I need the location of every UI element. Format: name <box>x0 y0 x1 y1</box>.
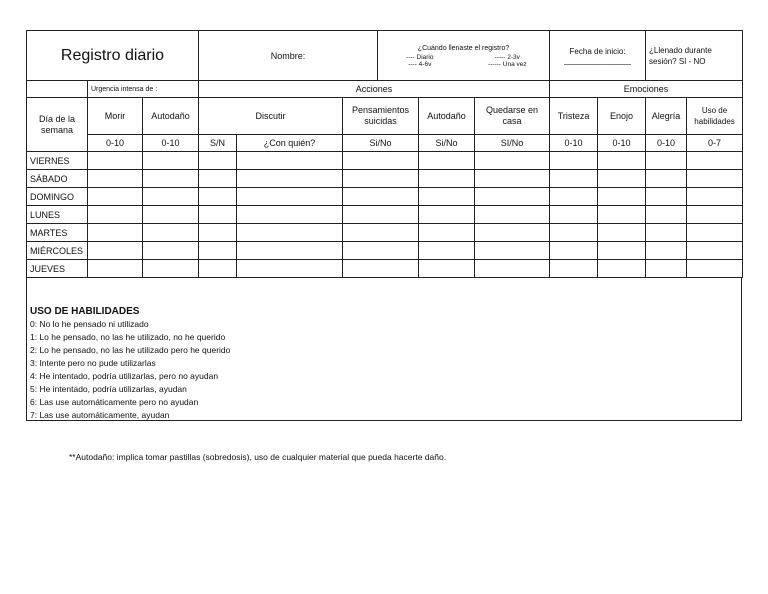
entry-cell[interactable] <box>237 170 343 188</box>
entry-cell[interactable] <box>343 242 419 260</box>
entry-cell[interactable] <box>419 260 475 278</box>
dia-header: Día de la semana <box>27 98 88 152</box>
entry-cell[interactable] <box>687 224 743 242</box>
morir-header: Morir <box>88 98 143 135</box>
entry-cell[interactable] <box>237 206 343 224</box>
skills-legend <box>26 278 742 421</box>
entry-cell[interactable] <box>88 224 143 242</box>
entry-cell[interactable] <box>550 206 598 224</box>
legend-item: 2: Lo he pensado, no las he utilizado pero he querido <box>30 345 231 355</box>
day-label: LUNES <box>27 206 88 224</box>
entry-cell[interactable] <box>598 152 646 170</box>
legend-title: USO DE HABILIDADES <box>30 306 140 317</box>
day-label: JUEVES <box>27 260 88 278</box>
entry-cell[interactable] <box>237 242 343 260</box>
entry-cell[interactable] <box>237 224 343 242</box>
entry-cell[interactable] <box>598 206 646 224</box>
uso-header: Uso de habilidades <box>687 98 743 135</box>
entry-cell[interactable] <box>550 188 598 206</box>
day-row <box>27 206 743 224</box>
entry-cell[interactable] <box>475 242 550 260</box>
entry-cell[interactable] <box>550 152 598 170</box>
entry-cell[interactable] <box>687 170 743 188</box>
autodano2-scale: Si/No <box>419 135 475 152</box>
entry-cell[interactable] <box>88 260 143 278</box>
entry-cell[interactable] <box>687 260 743 278</box>
fill-frequency-question: ¿Cuándo llenaste el registro? <box>417 44 510 52</box>
blank-cell <box>27 81 88 98</box>
entry-cell[interactable] <box>199 206 237 224</box>
entry-cell[interactable] <box>199 188 237 206</box>
day-row <box>27 260 743 278</box>
entry-cell[interactable] <box>550 170 598 188</box>
entry-cell[interactable] <box>143 224 199 242</box>
legend-item: 1: Lo he pensado, no las he utilizado, no he querido <box>30 332 226 342</box>
entry-cell[interactable] <box>598 242 646 260</box>
autodano-scale: 0-10 <box>143 135 199 152</box>
option-4-6v[interactable]: ---- 4-6v <box>408 60 432 68</box>
entry-cell[interactable] <box>143 260 199 278</box>
pensamientos-scale: Si/No <box>343 135 419 152</box>
legend-item: 7: Las use automáticamente, ayudan <box>30 410 170 420</box>
entry-cell[interactable] <box>88 242 143 260</box>
entry-cell[interactable] <box>550 242 598 260</box>
entry-cell[interactable] <box>343 206 419 224</box>
entry-cell[interactable] <box>598 188 646 206</box>
legend-item: 6: Las use automáticamente pero no ayudan <box>30 397 199 407</box>
entry-cell[interactable] <box>475 206 550 224</box>
entry-cell[interactable] <box>646 260 687 278</box>
entry-cell[interactable] <box>143 242 199 260</box>
legend-item: 5: He intentado, podría utilizarlas, ayudan <box>30 384 187 394</box>
entry-cell[interactable] <box>88 170 143 188</box>
option-diario[interactable]: ---- Diario <box>406 53 434 61</box>
entry-cell[interactable] <box>598 224 646 242</box>
entry-cell[interactable] <box>143 170 199 188</box>
entry-cell[interactable] <box>343 188 419 206</box>
pensamientos-header: Pensamientos suicidas <box>343 98 419 135</box>
entry-cell[interactable] <box>343 224 419 242</box>
entry-cell[interactable] <box>143 152 199 170</box>
day-label: MIÉRCOLES <box>27 242 88 260</box>
discutir-header: Discutir <box>199 98 343 135</box>
urgencia-header: Urgencia intensa de : <box>88 81 199 98</box>
entry-cell[interactable] <box>687 242 743 260</box>
legend-item: 0: No lo he pensado ni utilizado <box>30 319 149 329</box>
day-row <box>27 242 743 260</box>
enojo-header: Enojo <box>598 98 646 135</box>
entry-cell[interactable] <box>646 242 687 260</box>
morir-scale: 0-10 <box>88 135 143 152</box>
tristeza-header: Tristeza <box>550 98 598 135</box>
alegria-header: Alegría <box>646 98 687 135</box>
option-2-3v[interactable]: ----- 2-3v <box>494 53 520 61</box>
entry-cell[interactable] <box>143 206 199 224</box>
autodano2-header: Autodaño <box>419 98 475 135</box>
entry-cell[interactable] <box>687 206 743 224</box>
entry-cell[interactable] <box>687 188 743 206</box>
day-row <box>27 188 743 206</box>
enojo-scale: 0-10 <box>598 135 646 152</box>
entry-cell[interactable] <box>646 188 687 206</box>
start-date-field[interactable] <box>550 31 646 81</box>
entry-cell[interactable] <box>143 188 199 206</box>
entry-cell[interactable] <box>343 260 419 278</box>
quedarse-header: Quedarse en casa <box>475 98 550 135</box>
entry-cell[interactable] <box>199 152 237 170</box>
acciones-header: Acciones <box>199 81 550 98</box>
daily-record-sheet <box>26 30 742 421</box>
legend-item: 3: Intente pero no pude utilizarlas <box>30 358 156 368</box>
footnote: **Autodaño: implica tomar pastillas (sobredosis), uso de cualquier material que pueda hacerte daño. <box>69 452 447 462</box>
entry-cell[interactable] <box>598 170 646 188</box>
entry-cell[interactable] <box>237 188 343 206</box>
entry-cell[interactable] <box>687 152 743 170</box>
day-label: VIERNES <box>27 152 88 170</box>
uso-scale: 0-7 <box>687 135 743 152</box>
entry-cell[interactable] <box>550 260 598 278</box>
entry-cell[interactable] <box>343 170 419 188</box>
day-row <box>27 152 743 170</box>
record-table <box>26 30 743 278</box>
entry-cell[interactable] <box>646 152 687 170</box>
entry-cell[interactable] <box>199 260 237 278</box>
entry-cell[interactable] <box>419 242 475 260</box>
entry-cell[interactable] <box>88 206 143 224</box>
emociones-header: Emociones <box>550 81 743 98</box>
day-row <box>27 224 743 242</box>
conquien-scale: ¿Con quién? <box>237 135 343 152</box>
entry-cell[interactable] <box>646 206 687 224</box>
form-title: Registro diario <box>27 31 199 81</box>
option-una-vez[interactable]: ------ Una vez <box>487 60 527 68</box>
session-field[interactable]: ¿Llenado durante sesión? SI - NO <box>646 31 743 81</box>
entry-cell[interactable] <box>199 242 237 260</box>
start-date-line: _______________ <box>564 55 631 65</box>
entry-cell[interactable] <box>199 170 237 188</box>
fill-frequency-field[interactable] <box>378 31 550 81</box>
day-row <box>27 170 743 188</box>
legend-item: 4: He intentado, podría utilizarlas, pero no ayudan <box>30 371 219 381</box>
entry-cell[interactable] <box>550 224 598 242</box>
autodano-header: Autodaño <box>143 98 199 135</box>
entry-cell[interactable] <box>419 188 475 206</box>
entry-cell[interactable] <box>646 224 687 242</box>
day-label: MARTES <box>27 224 88 242</box>
entry-cell[interactable] <box>475 188 550 206</box>
entry-cell[interactable] <box>475 260 550 278</box>
day-label: DOMINGO <box>27 188 88 206</box>
entry-cell[interactable] <box>598 260 646 278</box>
sn-scale: S/N <box>199 135 237 152</box>
entry-cell[interactable] <box>646 170 687 188</box>
day-label: SÁBADO <box>27 170 88 188</box>
entry-cell[interactable] <box>88 188 143 206</box>
tristeza-scale: 0-10 <box>550 135 598 152</box>
quedarse-scale: SI/No <box>475 135 550 152</box>
entry-cell[interactable] <box>419 206 475 224</box>
start-date-label: Fecha de inicio: <box>569 46 626 56</box>
entry-cell[interactable] <box>343 152 419 170</box>
entry-cell[interactable] <box>237 152 343 170</box>
name-field[interactable]: Nombre: <box>199 31 378 81</box>
entry-cell[interactable] <box>475 170 550 188</box>
entry-cell[interactable] <box>419 152 475 170</box>
entry-cell[interactable] <box>475 224 550 242</box>
entry-cell[interactable] <box>237 260 343 278</box>
alegria-scale: 0-10 <box>646 135 687 152</box>
entry-cell[interactable] <box>88 152 143 170</box>
entry-cell[interactable] <box>475 152 550 170</box>
entry-cell[interactable] <box>419 170 475 188</box>
entry-cell[interactable] <box>419 224 475 242</box>
entry-cell[interactable] <box>199 224 237 242</box>
